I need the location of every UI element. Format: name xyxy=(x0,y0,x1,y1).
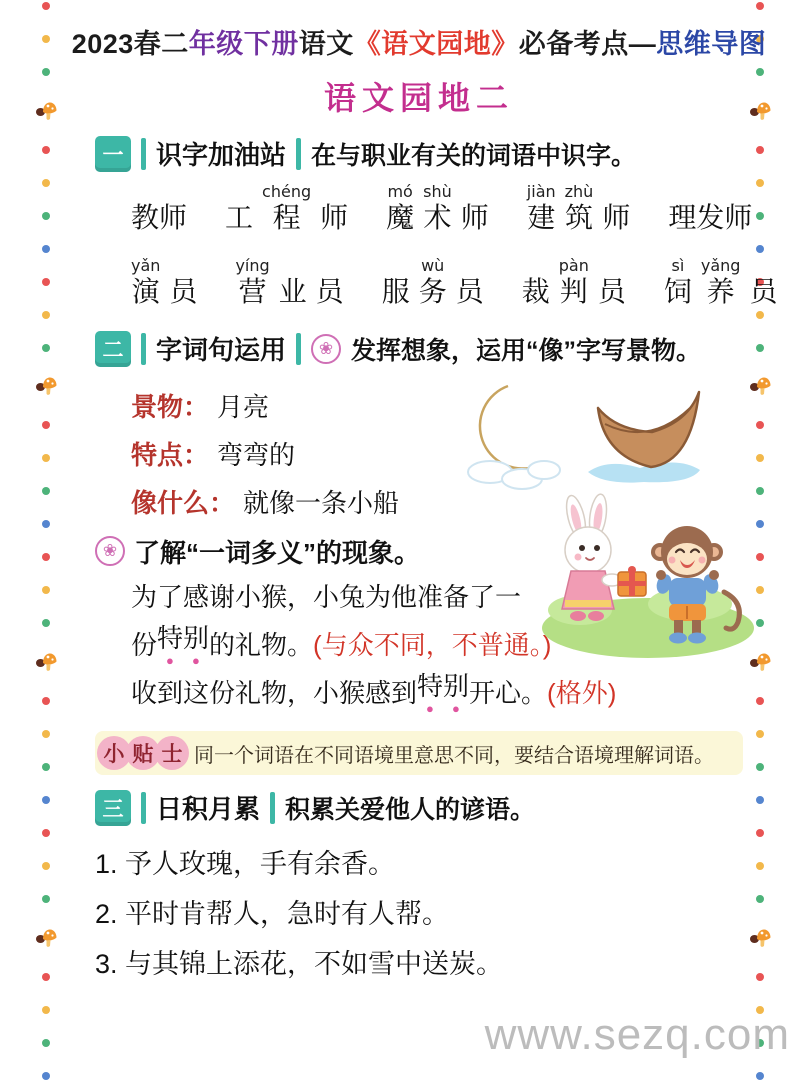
char-cell xyxy=(316,256,344,308)
section3-number-badge: 三 xyxy=(95,790,131,826)
border-dot xyxy=(756,421,764,429)
border-dot xyxy=(756,973,764,981)
emphasized-word: 特别 xyxy=(417,671,470,701)
pinyin-label: chéng xyxy=(262,182,312,201)
divider-bar xyxy=(270,792,275,824)
section1-description: 在与职业有关的词语中识字。 xyxy=(311,141,637,170)
moon-and-boat-illustration xyxy=(438,380,713,498)
border-dot xyxy=(42,973,50,981)
paragraph-text: 为了感谢小猴，小兔为他准备了一 xyxy=(131,581,522,612)
pinyin-label: zhù xyxy=(564,182,594,201)
section3-description: 积累关爱他人的谚语。 xyxy=(285,795,536,824)
hanzi-char: 教 xyxy=(131,202,160,233)
hanzi-char: 师 xyxy=(724,202,753,233)
title-segment: 必备考点— xyxy=(518,29,657,59)
char-cell xyxy=(749,256,777,308)
border-dot xyxy=(42,344,50,352)
vocab-row xyxy=(131,256,778,308)
tip-text: 同一个词语在不同语境里意思不同，要结合语境理解词语。 xyxy=(194,744,714,767)
mushroom-icon xyxy=(749,928,771,948)
paragraph-text: 开心。 xyxy=(469,677,548,708)
vocab-word xyxy=(386,182,489,234)
char-cell xyxy=(131,182,159,234)
border-dot xyxy=(756,311,764,319)
rabbit-and-monkey-illustration xyxy=(538,492,760,664)
border-dot xyxy=(756,2,764,10)
tip-badge-char: 贴 xyxy=(126,736,160,770)
char-cell xyxy=(565,182,594,234)
hanzi-char: 服 xyxy=(381,276,410,307)
divider-bar xyxy=(141,792,146,824)
paragraph-line xyxy=(131,667,743,715)
field-value: 弯弯的 xyxy=(217,439,296,470)
char-cell xyxy=(423,182,452,234)
hanzi-char: 师 xyxy=(159,202,188,233)
pinyin-label: yǎn xyxy=(131,256,161,275)
hanzi-char: 师 xyxy=(320,202,349,233)
hanzi-char: 发 xyxy=(696,202,725,233)
vocab-word xyxy=(668,182,752,234)
mushroom-icon xyxy=(35,652,57,672)
border-dot xyxy=(42,454,50,462)
border-dot xyxy=(42,245,50,253)
mushroom-icon xyxy=(35,376,57,396)
border-dot xyxy=(42,619,50,627)
border-dot xyxy=(756,344,764,352)
field-label: 像什么： xyxy=(131,487,236,518)
crescent-moon-icon xyxy=(480,386,537,469)
mushroom-icon xyxy=(35,928,57,948)
char-cell xyxy=(668,182,696,234)
char-cell xyxy=(701,256,741,308)
char-cell xyxy=(169,256,197,308)
pinyin-label: wù xyxy=(421,256,445,275)
border-dot xyxy=(756,179,764,187)
divider-bar xyxy=(296,138,301,170)
char-cell xyxy=(461,182,489,234)
tip-badge xyxy=(97,736,184,770)
tip-banner xyxy=(95,731,743,775)
border-dot xyxy=(756,245,764,253)
char-cell xyxy=(724,182,752,234)
hanzi-char: 工 xyxy=(225,202,254,233)
char-cell xyxy=(320,182,348,234)
border-dot xyxy=(42,1072,50,1080)
border-dot xyxy=(42,697,50,705)
field-value: 月亮 xyxy=(217,391,270,422)
border-dot xyxy=(42,278,50,286)
hanzi-char: 员 xyxy=(597,276,626,307)
title-segment: 思维导图 xyxy=(656,29,767,59)
paragraph-text: 收到这份礼物，小猴感到 xyxy=(131,677,418,708)
border-dot xyxy=(756,212,764,220)
pinyin-label: jiàn xyxy=(526,182,556,201)
section2-header xyxy=(95,330,743,367)
border-dot xyxy=(756,796,764,804)
border-dot xyxy=(42,311,50,319)
char-cell xyxy=(262,182,311,234)
border-dot xyxy=(42,862,50,870)
section1-header xyxy=(95,135,743,172)
hanzi-char: 裁 xyxy=(521,276,550,307)
border-dot xyxy=(42,730,50,738)
watermark: www.sezq.com xyxy=(484,1010,790,1059)
subtopic-text: 了解“一词多义”的现象。 xyxy=(134,537,421,568)
vocab-word xyxy=(235,256,343,308)
border-dot xyxy=(756,862,764,870)
hanzi-char: 判 xyxy=(559,276,588,307)
hanzi-char: 师 xyxy=(602,202,631,233)
emphasized-word: 特别 xyxy=(157,623,210,653)
vocab-word xyxy=(664,256,778,308)
border-dot xyxy=(42,829,50,837)
border-dot xyxy=(42,586,50,594)
hanzi-char: 营 xyxy=(238,276,267,307)
hanzi-char: 业 xyxy=(278,276,307,307)
section1-number-badge: 一 xyxy=(95,136,131,172)
section2-name: 字词句运用 xyxy=(156,335,287,365)
proverbs-list xyxy=(95,836,743,986)
page-title xyxy=(71,22,767,61)
mushroom-icon xyxy=(749,376,771,396)
hanzi-char: 魔 xyxy=(386,202,415,233)
page-subtitle: 语文园地二 xyxy=(323,80,514,116)
char-cell xyxy=(559,256,589,308)
hanzi-char: 务 xyxy=(418,276,447,307)
pinyin-label: shù xyxy=(423,182,452,201)
pinyin-label: mó xyxy=(387,182,413,201)
border-dot xyxy=(756,68,764,76)
border-dot xyxy=(42,1039,50,1047)
pinyin-label: sì xyxy=(671,256,685,275)
char-cell xyxy=(456,256,484,308)
red-annotation: (与众不同，不普通。) xyxy=(313,629,552,660)
tip-badge-char: 小 xyxy=(97,736,131,770)
vocabulary-rows xyxy=(131,182,778,308)
border-dot xyxy=(42,763,50,771)
vocab-word xyxy=(225,182,348,234)
tip-badge-char: 士 xyxy=(155,736,189,770)
border-dot xyxy=(42,553,50,561)
border-dot xyxy=(42,421,50,429)
hanzi-char: 员 xyxy=(749,276,778,307)
hanzi-char: 筑 xyxy=(564,202,593,233)
mushroom-icon xyxy=(35,101,57,121)
hanzi-char: 演 xyxy=(131,276,160,307)
border-dot xyxy=(42,1006,50,1014)
flower-stamp-icon: ❀ xyxy=(95,536,125,566)
border-dot xyxy=(756,146,764,154)
vocab-word xyxy=(131,182,187,234)
title-segment: 语文 xyxy=(298,29,354,59)
section2-number-badge: 二 xyxy=(95,331,131,367)
boat-icon xyxy=(598,392,699,467)
char-cell xyxy=(131,256,160,308)
char-cell xyxy=(664,256,692,308)
char-cell xyxy=(602,182,630,234)
char-cell xyxy=(696,182,724,234)
title-segment: 2023春二 xyxy=(71,29,189,59)
border-dot xyxy=(756,697,764,705)
flower-stamp-icon: ❀ xyxy=(311,334,341,364)
section3-header xyxy=(95,789,743,826)
hanzi-char: 建 xyxy=(527,202,556,233)
border-dot xyxy=(756,454,764,462)
vocab-word xyxy=(382,256,484,308)
left-dotted-border xyxy=(33,2,59,1080)
border-dot xyxy=(42,487,50,495)
cloud-icon xyxy=(468,461,560,489)
title-segment: 《语文园地》 xyxy=(353,29,519,59)
hanzi-char: 师 xyxy=(460,202,489,233)
vocab-word xyxy=(527,182,631,234)
border-dot xyxy=(42,2,50,10)
char-cell xyxy=(159,182,187,234)
hanzi-char: 饲 xyxy=(663,276,692,307)
divider-bar xyxy=(141,333,146,365)
char-cell xyxy=(386,182,414,234)
proverb-item: 1. 予人玫瑰，手有余香。 xyxy=(95,848,396,879)
vocab-word xyxy=(131,256,197,308)
char-cell xyxy=(382,256,410,308)
hanzi-char: 员 xyxy=(169,276,198,307)
hanzi-char: 员 xyxy=(455,276,484,307)
border-dot xyxy=(756,730,764,738)
hanzi-char: 理 xyxy=(668,202,697,233)
section3-name: 日积月累 xyxy=(156,794,261,824)
border-dot xyxy=(42,212,50,220)
gift-icon xyxy=(618,566,646,596)
border-dot xyxy=(42,179,50,187)
hanzi-char: 员 xyxy=(315,276,344,307)
vocab-word xyxy=(522,256,626,308)
hanzi-char: 术 xyxy=(423,202,452,233)
char-cell xyxy=(598,256,626,308)
border-dot xyxy=(756,895,764,903)
border-dot xyxy=(756,1072,764,1080)
border-dot xyxy=(42,520,50,528)
paragraph-text: 份 xyxy=(131,629,158,660)
section2-description: 发挥想象，运用“像”字写景物。 xyxy=(351,336,702,365)
char-cell xyxy=(522,256,550,308)
border-dot xyxy=(42,35,50,43)
border-dot xyxy=(756,829,764,837)
char-cell xyxy=(419,256,447,308)
divider-bar xyxy=(141,138,146,170)
proverb-item: 3. 与其锦上添花，不如雪中送炭。 xyxy=(95,948,504,979)
border-dot xyxy=(42,68,50,76)
mushroom-icon xyxy=(749,101,771,121)
field-value: 就像一条小船 xyxy=(243,487,400,518)
red-annotation: (格外) xyxy=(547,677,617,708)
char-cell xyxy=(225,182,253,234)
section1-name: 识字加油站 xyxy=(156,140,287,170)
pinyin-label: yǎng xyxy=(700,256,741,275)
hanzi-char: 程 xyxy=(272,202,301,233)
paragraph-text: 的礼物。 xyxy=(209,629,314,660)
vocab-row xyxy=(131,182,753,234)
field-label: 特点： xyxy=(131,439,210,470)
proverb-item: 2. 平时肯帮人，急时有人帮。 xyxy=(95,898,450,929)
pinyin-label: yíng xyxy=(235,256,270,275)
pinyin-label: pàn xyxy=(558,256,589,275)
field-label: 景物： xyxy=(131,391,210,422)
border-dot xyxy=(42,796,50,804)
border-dot xyxy=(42,895,50,903)
hanzi-char: 养 xyxy=(706,276,735,307)
divider-bar xyxy=(296,333,301,365)
char-cell xyxy=(235,256,269,308)
char-cell xyxy=(527,182,556,234)
char-cell xyxy=(279,256,307,308)
border-dot xyxy=(42,146,50,154)
border-dot xyxy=(756,763,764,771)
title-segment: 年级下册 xyxy=(188,29,299,59)
rabbit-icon xyxy=(562,493,622,621)
